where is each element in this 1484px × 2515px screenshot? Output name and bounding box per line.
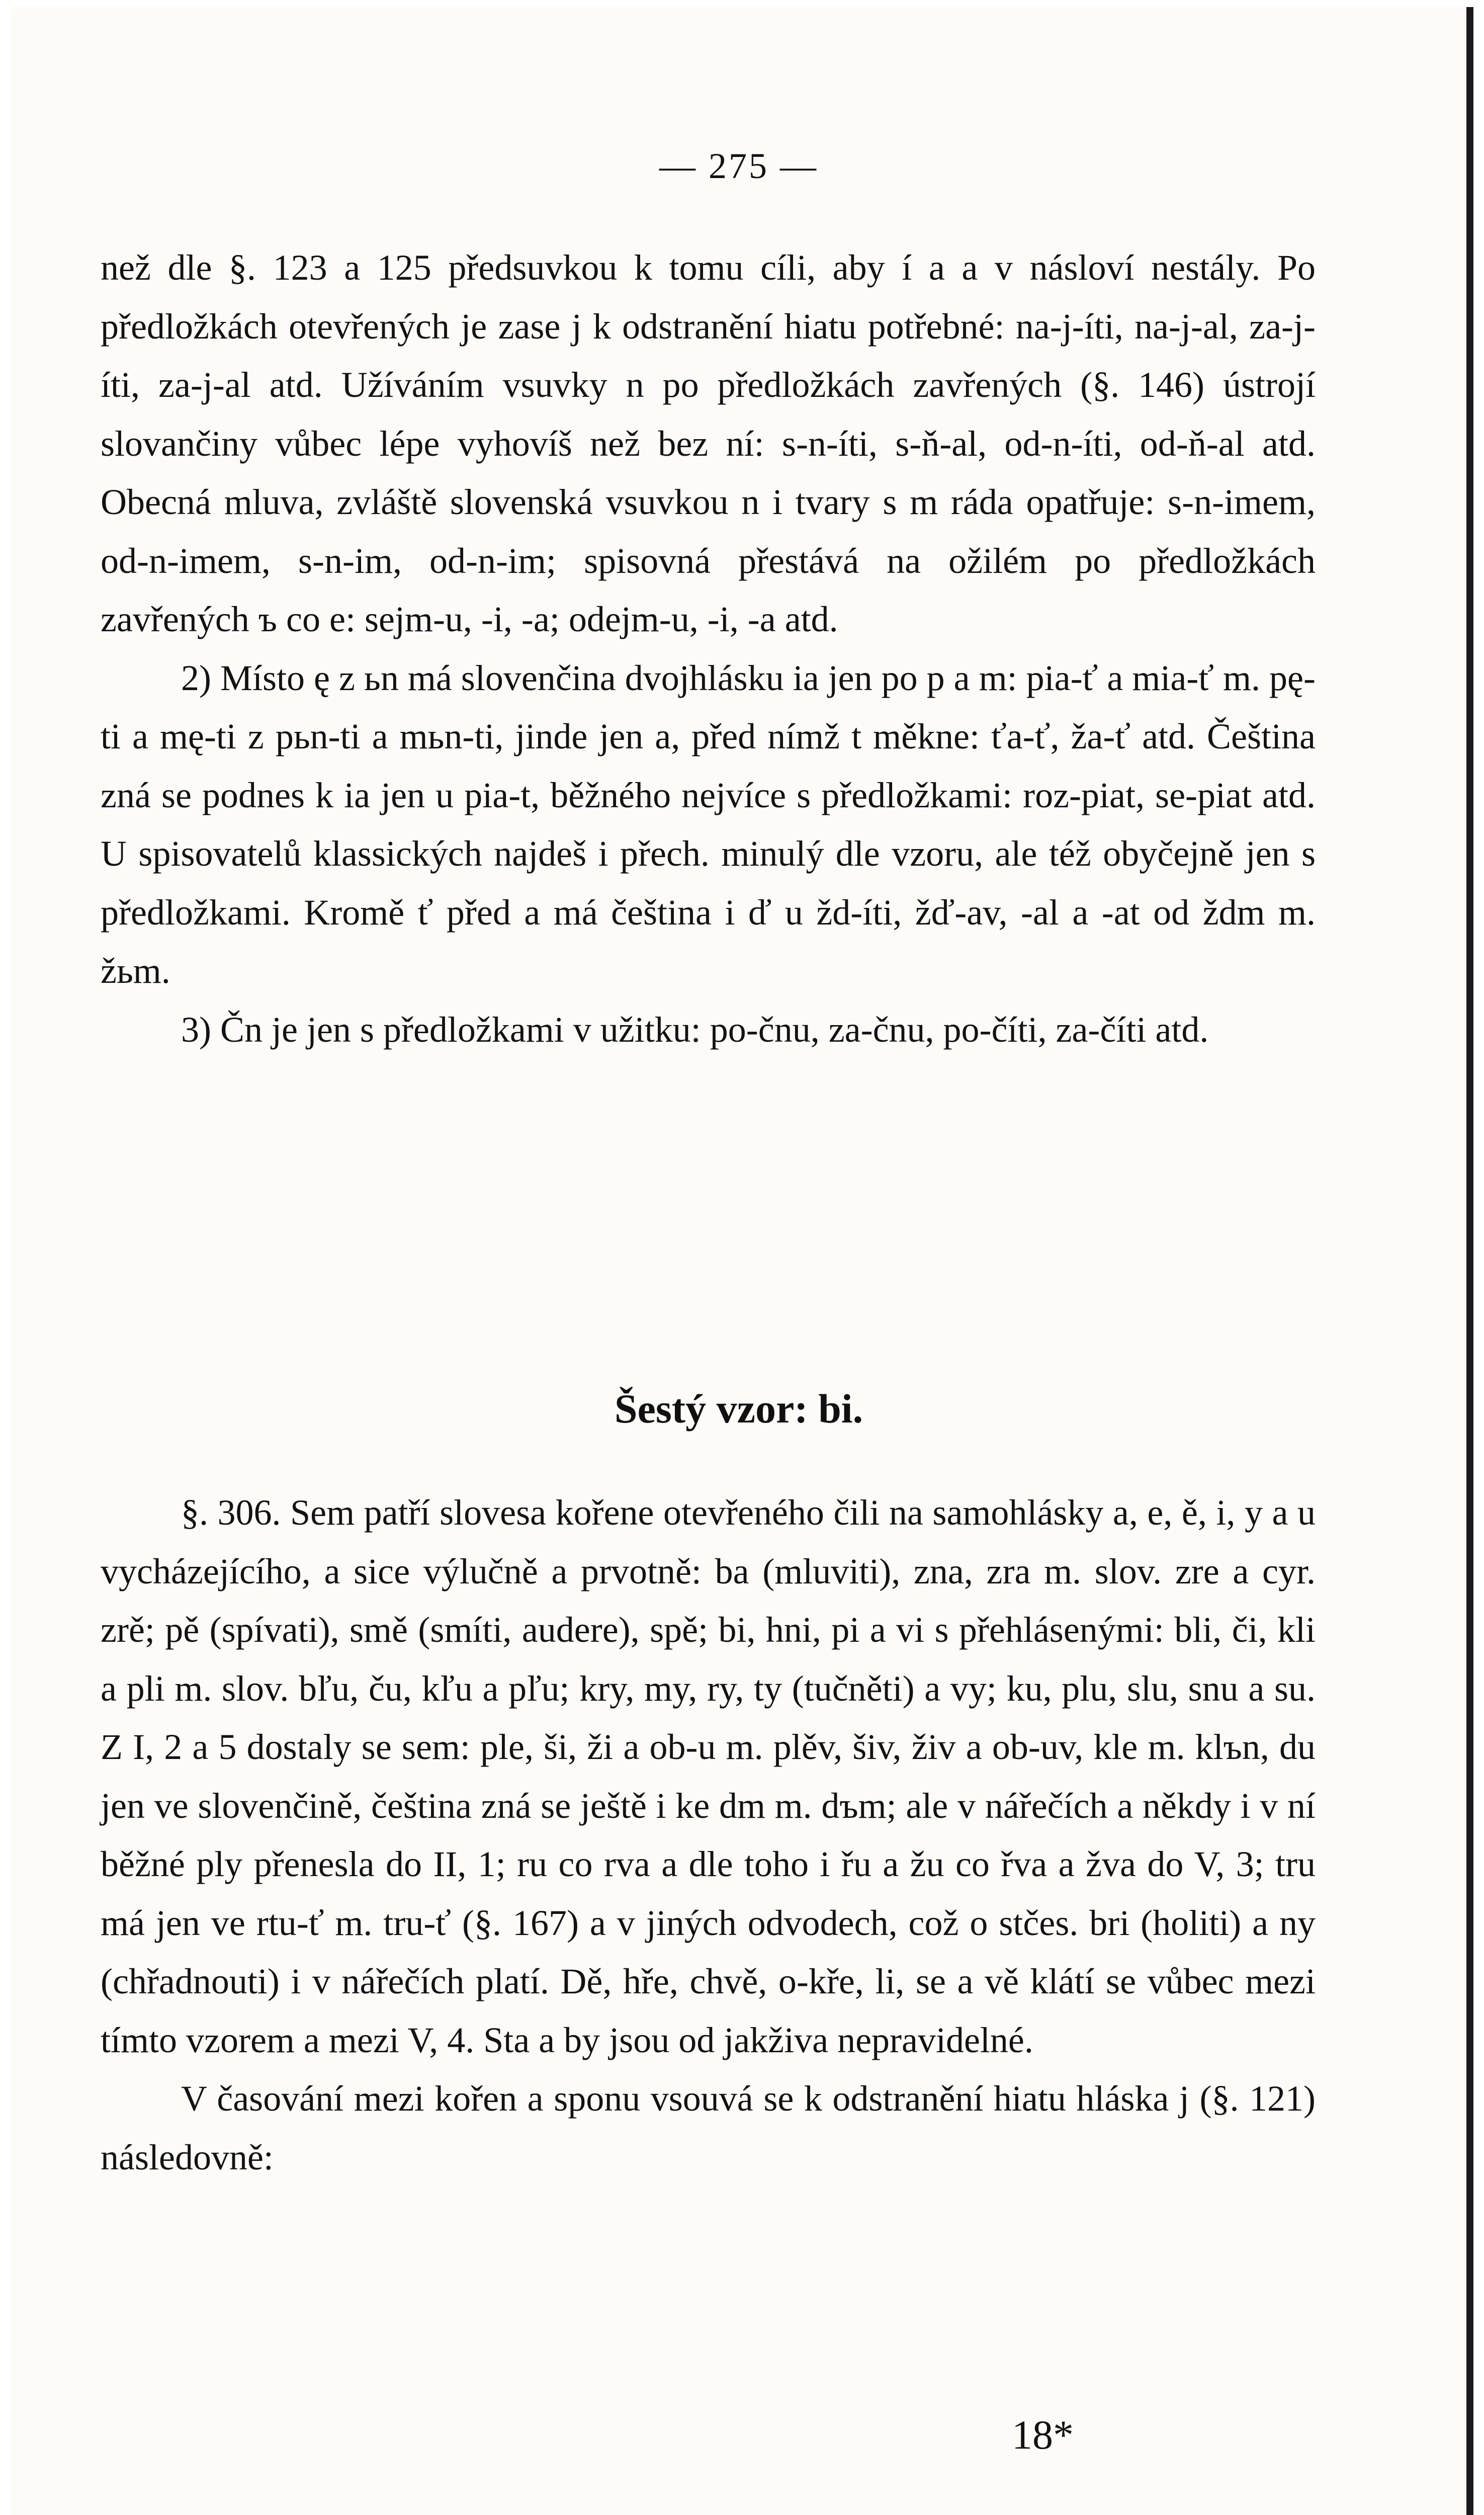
paragraph-rule-2: 2) Místo ę z ьn má slovenčina dvojhlásku ia jen po p a m: pia-ť a mia-ť m. pę-ti a mę-ti z pьn-ti a mьn-ti, jinde jen a, před nímž t měkne: ťa-ť, ža-ť atd. Čeština zná se podnes k ia jen u pia-t, běžného nejvíce s předložkami: roz-piat, se-piat atd. U spisovatelů klassických najdeš i přech. minulý dle vzoru, ale též obyčejně jen s předložkami. Kromě ť před a má čeština i ď u žd-íti, žď-av, -al a -at od ždm m. žьm. [101,657,1316,991]
page-number-header: — 275 — [659,146,818,186]
signature-mark: 18* [1012,2412,1074,2458]
paragraph-rule-3: 3) Čn je jen s předložkami v užitku: po-čnu, za-čnu, po-číti, za-číti atd. [181,1009,1209,1050]
paragraph-conjugation: V časování mezi kořen a sponu vsouvá se k odstranění hiatu hláska j (§. 121) následovně: [101,2078,1316,2177]
section-heading: Šestý vzor: bi. [614,1386,863,1432]
text-block-top [101,238,1316,1059]
text-block-section [101,1483,1316,2187]
paragraph-306: §. 306. Sem patří slovesa kořene otevřeného čili na samohlásky a, e, ě, i, y a u vycházejícího, a sice výlučně a prvotně: ba (mluviti), zna, zra m. slov. zre a cyr. zrě; pě (spívati), smě (smíti, audere), spě; bi, hni, pi a vi s přehlásenými: bli, či, kli a pli m. slov. bľu, ču, kľu a pľu; kry, my, ry, ty (tučněti) a vy; ku, plu, slu, snu a su. Z I, 2 a 5 dostaly se sem: ple, ši, ži a ob-u m. plěv, šiv, živ a ob-uv, kle m. klъn, du jen ve slovenčině, čeština zná se ještě i ke dm m. dъm; ale v nářečích a někdy i v ní běžné ply přenesla do II, 1; ru co rva a dle toho i řu a žu co řva a žva do V, 3; tru má jen ve rtu-ť m. tru-ť (§. 167) a v jiných odvodech, což o stčes. bri (holiti) a ny (chřadnouti) i v nářečích platí. Dě, hře, chvě, o-kře, li, se a vě klátí se vůbec mezi tímto vzorem a mezi V, 4. Sta a by jsou od jakživa nepravidelné. [101,1492,1316,2060]
book-page [11,7,1473,2515]
paragraph-continuation: než dle §. 123 a 125 předsuvkou k tomu cíli, aby í a a v násloví nestály. Po předložkách otevřených je zase j k odstranění hiatu potřebné: na-j-íti, na-j-al, za-j-íti, za-j-al atd. Užíváním vsuvky n po předložkách zavřených (§. 146) ústrojí slovančiny vůbec lépe vyhovíš než bez ní: s-n-íti, s-ň-al, od-n-íti, od-ň-al atd. Obecná mluva, zvláště slovenská vsuvkou n i tvary s m ráda opatřuje: s-n-imem, od-n-imem, s-n-im, od-n-im; spisovná přestává na ožilém po předložkách zavřených ъ co e: sejm-u, -i, -a; odejm-u, -i, -a atd. [101,247,1316,639]
